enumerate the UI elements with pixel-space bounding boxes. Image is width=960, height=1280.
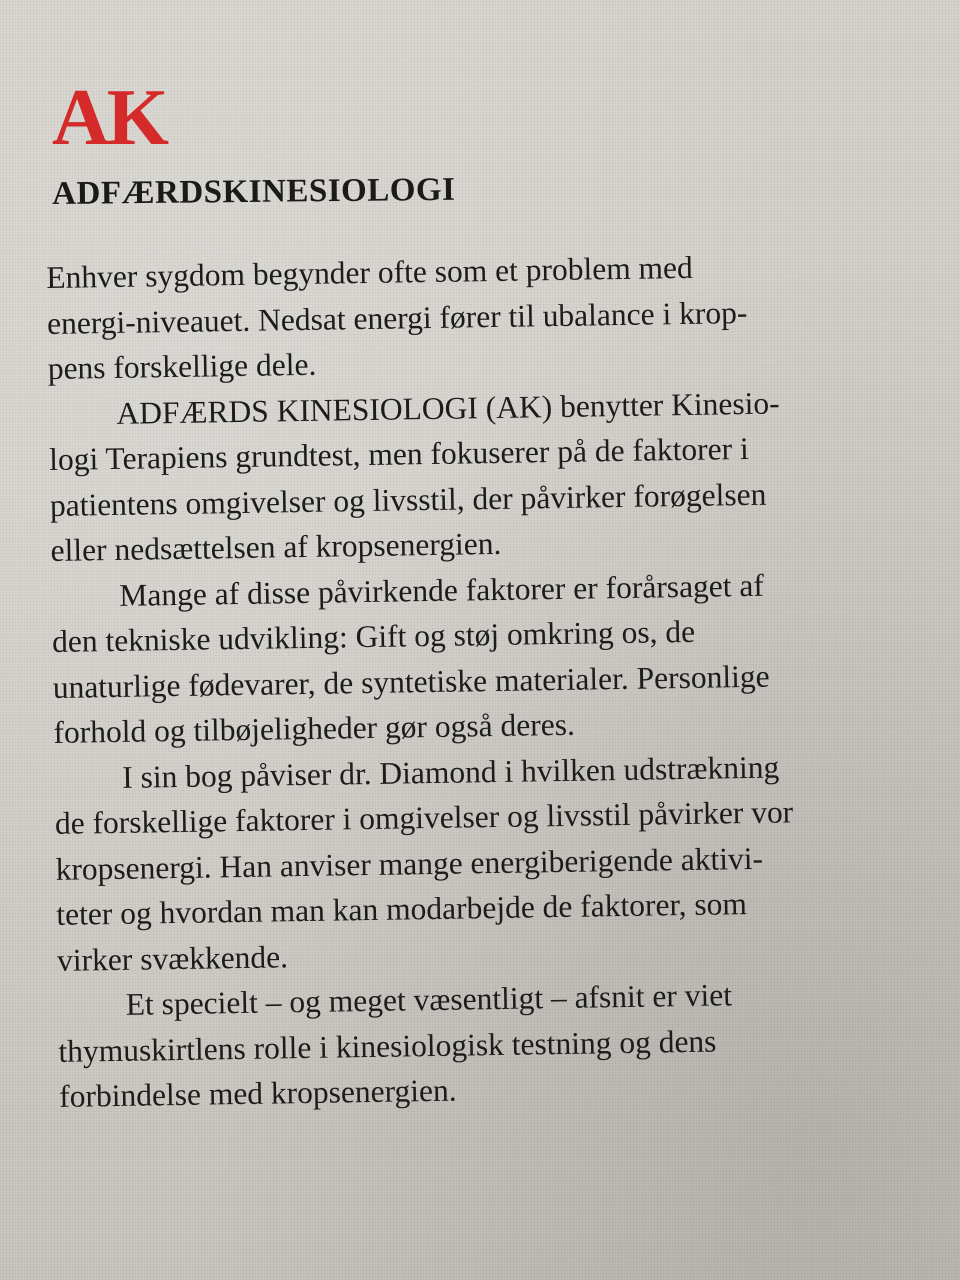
text-line: Mange af disse påvirkende faktorer er forårsaget af xyxy=(119,567,765,613)
text-line: forhold og tilbøjeligheder gør også deres. xyxy=(53,706,576,750)
text-line: logi Terapiens grundtest, men fokuserer på de faktorer i xyxy=(48,430,750,477)
text-line: unaturlige fødevarer, de syntetiske materialer. Personlige xyxy=(52,658,770,705)
text-line: eller nedsættelsen af kropsenergien. xyxy=(50,525,502,568)
text-line: teter og hvordan man kan modarbejde de faktorer, som xyxy=(56,886,748,932)
ak-logo: AK xyxy=(52,74,166,162)
page-title: ADFÆRDSKINESIOLOGI xyxy=(52,171,456,212)
text-line: de forskellige faktorer i omgivelser og livsstil påvirker vor xyxy=(54,794,794,841)
text-line: ADFÆRDS KINESIOLOGI (AK) benytter Kinesio- xyxy=(116,384,780,431)
text-line: forbindelse med kropsenergien. xyxy=(58,1072,457,1114)
text-line: den tekniske udvikling: Gift og støj omkring os, de xyxy=(51,613,696,659)
text-line: I sin bog påviser dr. Diamond i hvilken udstrækning xyxy=(121,749,780,795)
text-line: energi-niveauet. Nedsat energi fører til ubalance i krop- xyxy=(46,294,748,341)
text-line: pens forskellige dele. xyxy=(47,346,317,386)
text-line: patientens omgivelser og livsstil, der påvirker forøgelsen xyxy=(49,476,767,523)
text-line: kropsenergi. Han anviser mange energiberigende aktivi- xyxy=(55,840,764,887)
text-line: Et specielt – og meget væsentligt – afsnit er viet xyxy=(125,977,733,1022)
text-line: Enhver sygdom begynder ofte som et problem med xyxy=(46,249,694,295)
text-line: virker svækkende. xyxy=(56,938,289,978)
text-line: thymuskirtlens rolle i kinesiologisk testning og dens xyxy=(58,1023,717,1069)
body-text xyxy=(46,241,939,1119)
